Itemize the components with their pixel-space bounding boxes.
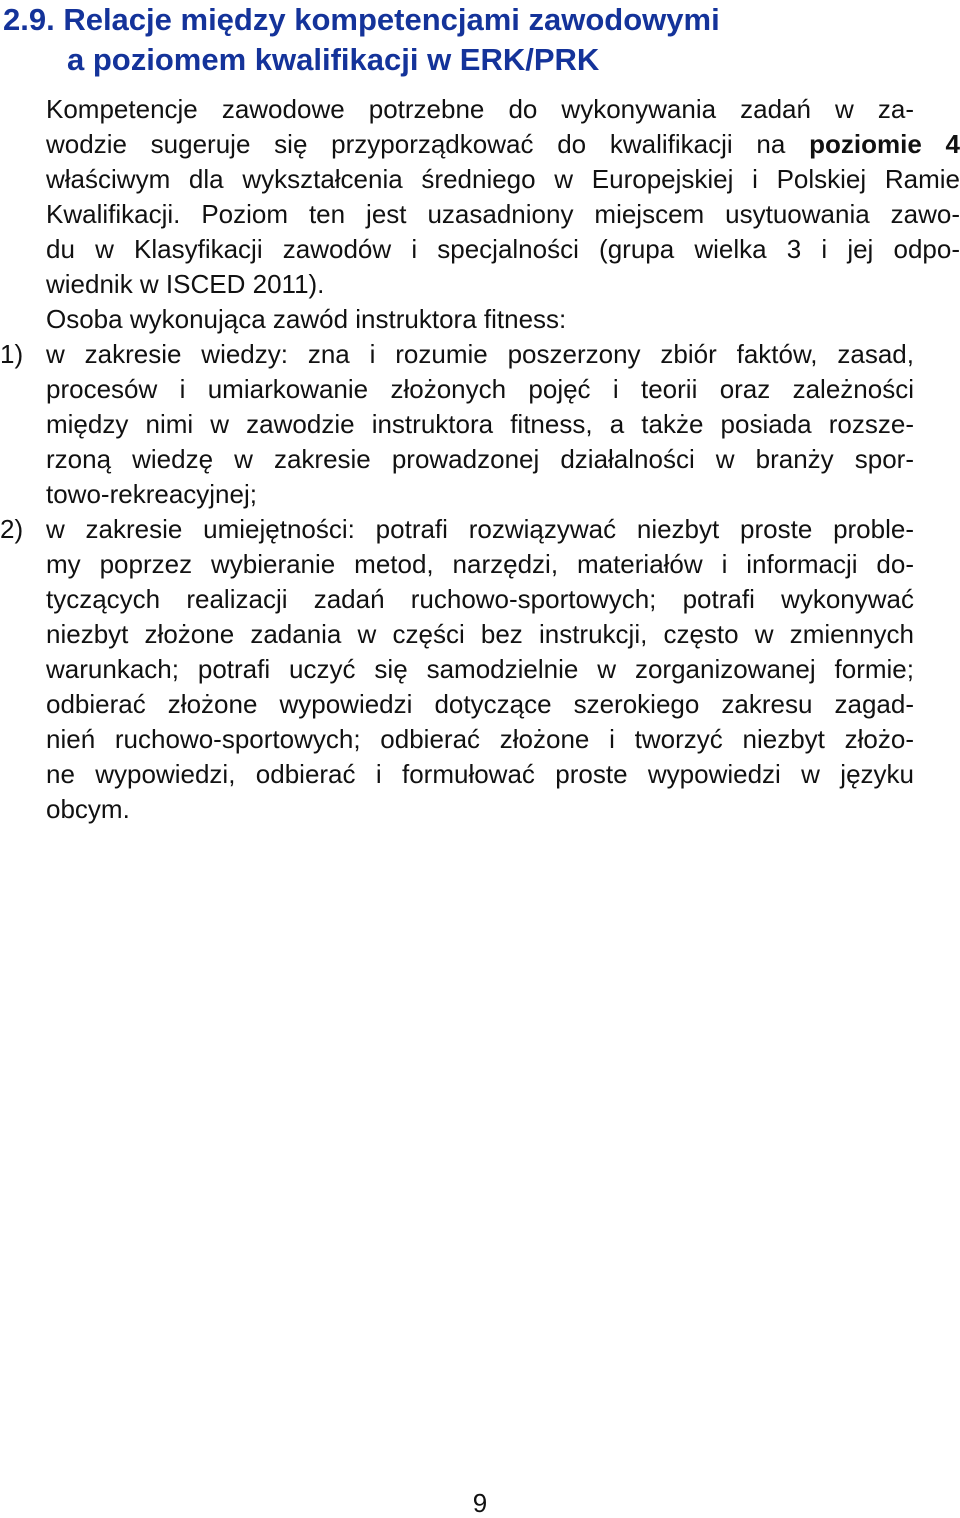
paragraph-2 [0,302,960,827]
heading-line-1: 2.9. Relacje między kompetencjami zawodowymi [3,2,720,37]
page-number: 9 [472,1488,488,1518]
text-line: ne wypowiedzi, odbierać i formułować proste wypowiedzi w języku [46,759,914,789]
text-line: wiednik w ISCED 2011). [46,269,325,299]
text-line: właściwym dla wykształcenia średniego w Europejskiej i Polskiej Ramie [46,164,960,194]
text-line: obcym. [46,794,130,824]
paragraph-1 [0,92,960,302]
text-line: tyczących realizacji zadań ruchowo-sportowych; potrafi wykonywać [46,584,914,614]
section-heading [3,0,720,80]
list-number: 2) [0,514,24,544]
text-line: nień ruchowo-sportowych; odbierać złożone i tworzyć niezbyt złożo- [46,724,914,754]
list-number: 1) [0,339,24,369]
heading-line-2: a poziomem kwalifikacji w ERK/PRK [67,42,600,77]
text-line: warunkach; potrafi uczyć się samodzielnie w zorganizowanej formie; [46,654,914,684]
list-item-2 [0,512,960,827]
text-line: my poprzez wybieranie metod, narzędzi, materiałów i informacji do- [46,549,914,579]
text-line: niezbyt złożone zadania w części bez instrukcji, często w zmiennych [46,619,914,649]
text-line: w zakresie umiejętności: potrafi rozwiązywać niezbyt proste proble- [46,514,914,544]
text-line: wodzie sugeruje się przyporządkować do kwalifikacji na poziomie 4 [46,129,960,159]
text-line: du w Klasyfikacji zawodów i specjalności (grupa wielka 3 i jej odpo- [46,234,960,264]
list-item-1 [0,337,960,512]
text-line: towo-rekreacyjnej; [46,479,257,509]
text-line: w zakresie wiedzy: zna i rozumie poszerzony zbiór faktów, zasad, [46,339,914,369]
bold-level: poziomie 4 [809,129,960,159]
list-intro: Osoba wykonująca zawód instruktora fitness: [46,304,567,334]
text-line: procesów i umiarkowanie złożonych pojęć i teorii oraz zależności [46,374,914,404]
text-line: między nimi w zawodzie instruktora fitness, a także posiada rozsze- [46,409,914,439]
document-body [0,92,960,827]
text-line: Kompetencje zawodowe potrzebne do wykonywania zadań w za- [46,94,914,124]
text-line: Kwalifikacji. Poziom ten jest uzasadniony miejscem usytuowania zawo- [46,199,960,229]
text-line: rzoną wiedzę w zakresie prowadzonej działalności w branży spor- [46,444,914,474]
text-line: odbierać złożone wypowiedzi dotyczące szerokiego zakresu zagad- [46,689,914,719]
